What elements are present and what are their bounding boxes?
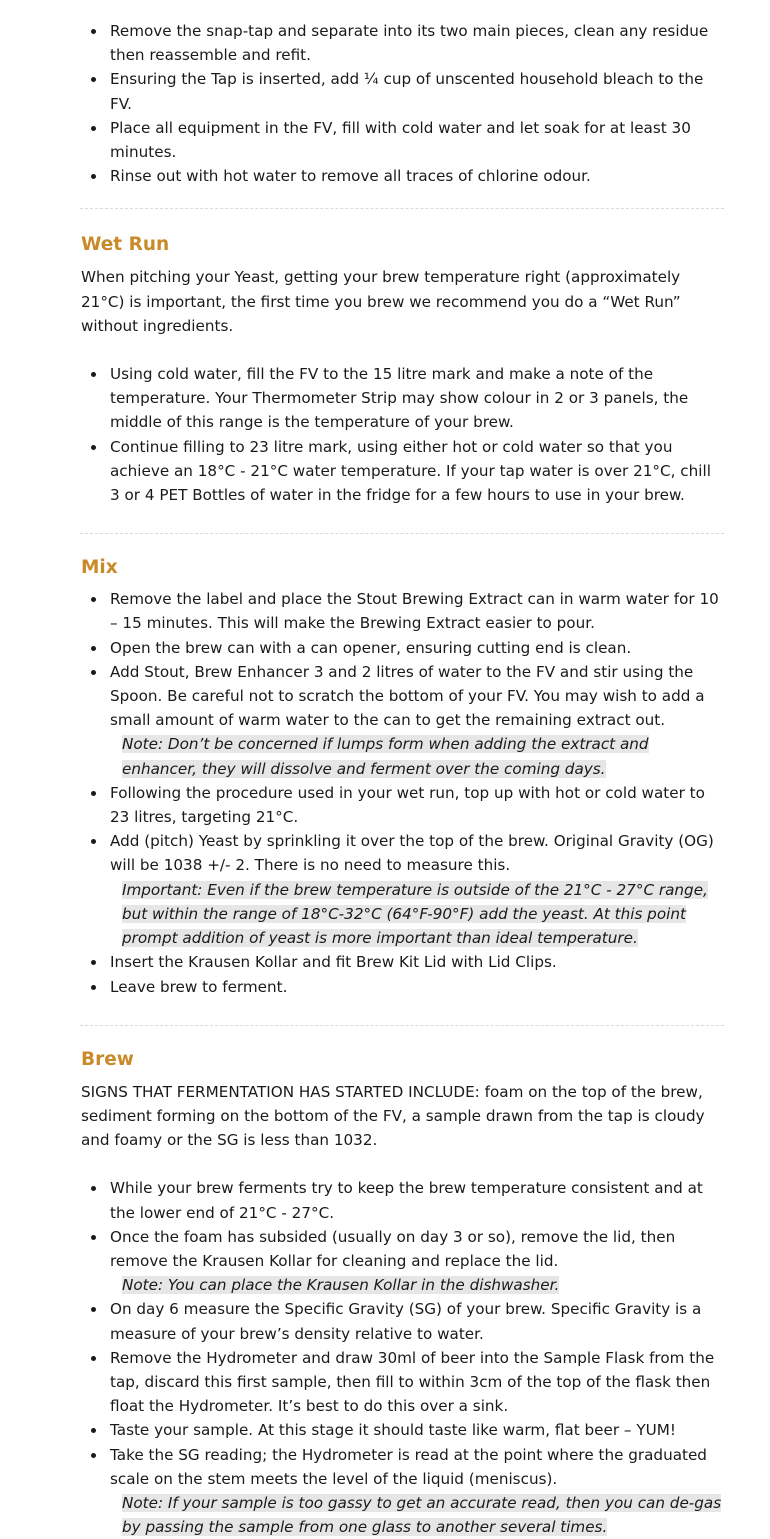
note-text: Important: Even if the brew temperature is outside of the 21°C - 27°C range, but within the range of 18°C-32°C (64°F-90°F) add the yeast. At this point prompt addition of yeast is more important than ideal temperature.	[122, 880, 708, 948]
list-item: Continue filling to 23 litre mark, using either hot or cold water so that you achieve an 18°C - 21°C water temperature. If your tap water is over 21°C, chill 3 or 4 PET Bottles of water in the fridge for a few hours to use in your brew.	[110, 435, 724, 508]
list-item: Remove the label and place the Stout Brewing Extract can in warm water for 10 – 15 minutes. This will make the Brewing Extract easier to pour.	[110, 587, 724, 635]
note-degas	[122, 1491, 724, 1539]
list-item	[110, 1225, 724, 1298]
section-heading-wet-run: Wet Run	[81, 234, 170, 256]
list-item: On day 6 measure the Specific Gravity (SG) of your brew. Specific Gravity is a measure of your brew’s density relative to water.	[110, 1297, 724, 1345]
list-item: Taste your sample. At this stage it should taste like warm, flat beer – YUM!	[110, 1418, 724, 1442]
section-heading-brew: Brew	[81, 1048, 134, 1070]
note-important	[122, 878, 724, 951]
note-text: Note: Don’t be concerned if lumps form when adding the extract and enhancer, they will dissolve and ferment over the coming days.	[122, 735, 649, 778]
list-item-text: Add (pitch) Yeast by sprinkling it over the top of the brew. Original Gravity (OG) will be 1038 +/- 2. There is no need to measure this.	[110, 832, 714, 875]
note-text: Note: If your sample is too gassy to get an accurate read, then you can de-gas by passing the sample from one glass to another several times.	[122, 1493, 722, 1537]
list-item: Remove the Hydrometer and draw 30ml of beer into the Sample Flask from the tap, discard this first sample, then fill to within 3cm of the top of the flask then float the Hydrometer. It’s best to do this over a sink.	[110, 1346, 724, 1419]
list-item-text: Once the foam has subsided (usually on day 3 or so), remove the lid, then remove the Krausen Kollar for cleaning and replace the lid.	[110, 1227, 676, 1270]
list-item	[110, 829, 724, 950]
list-item: Insert the Krausen Kollar and fit Brew Kit Lid with Lid Clips.	[110, 950, 724, 974]
cleaning-list	[81, 0, 724, 188]
section-divider	[80, 1025, 724, 1026]
list-item: Rinse out with hot water to remove all traces of chlorine odour.	[110, 164, 724, 188]
list-item: Place all equipment in the FV, fill with cold water and let soak for at least 30 minutes.	[110, 116, 724, 164]
brew-list	[81, 1176, 724, 1539]
note-lumps	[122, 732, 724, 780]
note-dishwasher	[122, 1273, 724, 1297]
list-item: Open the brew can with a can opener, ensuring cutting end is clean.	[110, 636, 724, 660]
wet-run-list	[81, 362, 724, 507]
list-item-text: Add Stout, Brew Enhancer 3 and 2 litres of water to the FV and stir using the Spoon. Be careful not to scratch the bottom of your FV. You may wish to add a small amount of warm water to the can to get the remaining extract out.	[110, 662, 705, 730]
list-item	[110, 1443, 724, 1539]
note-text: Note: You can place the Krausen Kollar in the dishwasher.	[122, 1276, 560, 1295]
list-item-text: Take the SG reading; the Hydrometer is read at the point where the graduated scale on the stem meets the level of the liquid (meniscus).	[110, 1445, 707, 1488]
list-item: Using cold water, fill the FV to the 15 litre mark and make a note of the temperature. Your Thermometer Strip may show colour in 2 or 3 panels, the middle of this range is the temperature of your brew.	[110, 362, 724, 435]
list-item: While your brew ferments try to keep the brew temperature consistent and at the lower end of 21°C - 27°C.	[110, 1176, 724, 1224]
mix-list	[81, 587, 724, 998]
list-item: Leave brew to ferment.	[110, 975, 724, 999]
list-item	[110, 660, 724, 781]
list-item: Remove the snap-tap and separate into its two main pieces, clean any residue then reassemble and refit.	[110, 19, 724, 67]
brew-intro: SIGNS THAT FERMENTATION HAS STARTED INCLUDE: foam on the top of the brew, sediment forming on the bottom of the FV, a sample drawn from the tap is cloudy and foamy or the SG is less than 1032.	[81, 1082, 705, 1150]
list-item: Ensuring the Tap is inserted, add ¼ cup of unscented household bleach to the FV.	[110, 67, 724, 115]
section-heading-mix: Mix	[81, 557, 118, 579]
list-item: Following the procedure used in your wet run, top up with hot or cold water to 23 litres, targeting 21°C.	[110, 781, 724, 829]
wet-run-intro: When pitching your Yeast, getting your brew temperature right (approximately 21°C) is important, the first time you brew we recommend you do a “Wet Run” without ingredients.	[81, 268, 681, 335]
section-divider	[80, 533, 724, 534]
section-divider	[80, 208, 724, 209]
